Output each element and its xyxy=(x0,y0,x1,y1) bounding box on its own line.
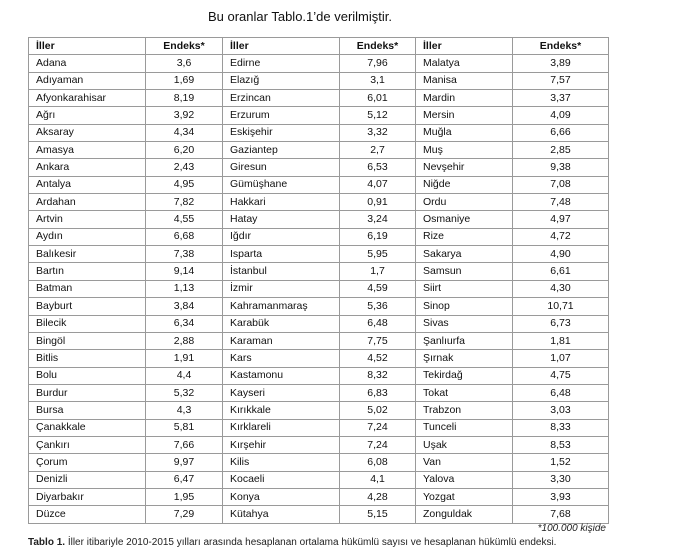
city-cell: Karaman xyxy=(223,332,340,349)
index-cell: 6,48 xyxy=(513,384,609,401)
city-cell: Kahramanmaraş xyxy=(223,298,340,315)
table-row xyxy=(29,402,609,419)
index-cell: 3,30 xyxy=(513,471,609,488)
index-cell: 5,95 xyxy=(340,246,416,263)
index-cell: 7,08 xyxy=(513,176,609,193)
index-cell: 7,48 xyxy=(513,194,609,211)
footnote: *100.000 kişide xyxy=(537,523,606,534)
city-cell: Samsun xyxy=(416,263,513,280)
table-row xyxy=(29,263,609,280)
index-cell: 7,68 xyxy=(513,506,609,523)
city-cell: Mardin xyxy=(416,90,513,107)
table-row xyxy=(29,436,609,453)
index-cell: 1,95 xyxy=(146,488,223,505)
index-cell: 4,75 xyxy=(513,367,609,384)
city-cell: Düzce xyxy=(29,506,146,523)
city-cell: Zonguldak xyxy=(416,506,513,523)
city-cell: Van xyxy=(416,454,513,471)
index-cell: 4,90 xyxy=(513,246,609,263)
city-cell: Uşak xyxy=(416,436,513,453)
city-cell: Nevşehir xyxy=(416,159,513,176)
city-cell: Niğde xyxy=(416,176,513,193)
index-cell: 2,7 xyxy=(340,142,416,159)
table-row xyxy=(29,246,609,263)
city-cell: Isparta xyxy=(223,246,340,263)
index-cell: 5,81 xyxy=(146,419,223,436)
city-cell: Sakarya xyxy=(416,246,513,263)
index-cell: 1,13 xyxy=(146,280,223,297)
index-cell: 4,3 xyxy=(146,402,223,419)
city-cell: Ağrı xyxy=(29,107,146,124)
table-row xyxy=(29,350,609,367)
index-cell: 4,09 xyxy=(513,107,609,124)
index-cell: 4,30 xyxy=(513,280,609,297)
city-cell: Eskişehir xyxy=(223,124,340,141)
table-row xyxy=(29,384,609,401)
header-city-2: İller xyxy=(223,38,340,55)
city-cell: Kütahya xyxy=(223,506,340,523)
city-cell: Hatay xyxy=(223,211,340,228)
index-cell: 1,91 xyxy=(146,350,223,367)
index-cell: 2,43 xyxy=(146,159,223,176)
city-cell: Elazığ xyxy=(223,72,340,89)
index-cell: 6,48 xyxy=(340,315,416,332)
index-cell: 1,81 xyxy=(513,332,609,349)
index-cell: 7,29 xyxy=(146,506,223,523)
city-cell: Amasya xyxy=(29,142,146,159)
city-cell: Afyonkarahisar xyxy=(29,90,146,107)
city-cell: Yozgat xyxy=(416,488,513,505)
table-caption xyxy=(28,537,698,548)
city-cell: Edirne xyxy=(223,55,340,72)
table-row xyxy=(29,55,609,72)
index-cell: 3,6 xyxy=(146,55,223,72)
table-row xyxy=(29,488,609,505)
city-cell: Ankara xyxy=(29,159,146,176)
index-cell: 10,71 xyxy=(513,298,609,315)
city-cell: Bursa xyxy=(29,402,146,419)
city-cell: Gaziantep xyxy=(223,142,340,159)
table-row xyxy=(29,211,609,228)
city-cell: Ardahan xyxy=(29,194,146,211)
table-row xyxy=(29,419,609,436)
index-cell: 5,02 xyxy=(340,402,416,419)
city-cell: Çankırı xyxy=(29,436,146,453)
city-cell: Iğdır xyxy=(223,228,340,245)
city-cell: Aydın xyxy=(29,228,146,245)
table-row xyxy=(29,176,609,193)
table-body xyxy=(29,55,609,523)
index-cell: 4,4 xyxy=(146,367,223,384)
city-cell: Bilecik xyxy=(29,315,146,332)
city-cell: Bolu xyxy=(29,367,146,384)
city-cell: İzmir xyxy=(223,280,340,297)
index-cell: 6,53 xyxy=(340,159,416,176)
header-index-1: Endeks* xyxy=(146,38,223,55)
table-row xyxy=(29,228,609,245)
index-cell: 5,36 xyxy=(340,298,416,315)
header-index-3: Endeks* xyxy=(513,38,609,55)
city-cell: Konya xyxy=(223,488,340,505)
index-cell: 7,66 xyxy=(146,436,223,453)
city-cell: Tokat xyxy=(416,384,513,401)
city-cell: Gümüşhane xyxy=(223,176,340,193)
index-cell: 9,97 xyxy=(146,454,223,471)
index-cell: 4,55 xyxy=(146,211,223,228)
index-cell: 3,84 xyxy=(146,298,223,315)
index-cell: 6,34 xyxy=(146,315,223,332)
index-cell: 4,34 xyxy=(146,124,223,141)
city-cell: Bingöl xyxy=(29,332,146,349)
city-cell: Burdur xyxy=(29,384,146,401)
index-cell: 3,37 xyxy=(513,90,609,107)
index-cell: 5,12 xyxy=(340,107,416,124)
table-row xyxy=(29,280,609,297)
index-cell: 3,92 xyxy=(146,107,223,124)
city-cell: Şırnak xyxy=(416,350,513,367)
index-cell: 3,1 xyxy=(340,72,416,89)
city-cell: Manisa xyxy=(416,72,513,89)
index-cell: 1,52 xyxy=(513,454,609,471)
city-cell: Çorum xyxy=(29,454,146,471)
index-cell: 6,83 xyxy=(340,384,416,401)
index-cell: 6,73 xyxy=(513,315,609,332)
city-cell: Aksaray xyxy=(29,124,146,141)
city-cell: Mersin xyxy=(416,107,513,124)
index-cell: 1,07 xyxy=(513,350,609,367)
index-cell: 4,28 xyxy=(340,488,416,505)
city-cell: Ordu xyxy=(416,194,513,211)
city-cell: Sinop xyxy=(416,298,513,315)
table-row xyxy=(29,506,609,523)
city-cell: Muş xyxy=(416,142,513,159)
city-cell: Balıkesir xyxy=(29,246,146,263)
index-cell: 4,07 xyxy=(340,176,416,193)
city-cell: Batman xyxy=(29,280,146,297)
index-cell: 8,32 xyxy=(340,367,416,384)
index-cell: 2,85 xyxy=(513,142,609,159)
index-cell: 6,01 xyxy=(340,90,416,107)
table-row xyxy=(29,298,609,315)
index-cell: 6,47 xyxy=(146,471,223,488)
index-cell: 1,7 xyxy=(340,263,416,280)
city-cell: Muğla xyxy=(416,124,513,141)
index-cell: 4,72 xyxy=(513,228,609,245)
city-cell: Trabzon xyxy=(416,402,513,419)
index-cell: 6,61 xyxy=(513,263,609,280)
city-cell: Erzincan xyxy=(223,90,340,107)
province-index-table xyxy=(28,37,609,524)
index-cell: 4,97 xyxy=(513,211,609,228)
index-cell: 6,66 xyxy=(513,124,609,141)
index-cell: 6,20 xyxy=(146,142,223,159)
index-cell: 1,69 xyxy=(146,72,223,89)
city-cell: Artvin xyxy=(29,211,146,228)
table-row xyxy=(29,107,609,124)
city-cell: Kırklareli xyxy=(223,419,340,436)
caption-text: İller itibariyle 2010-2015 yılları arasında hesaplanan ortalama hükümlü sayısı ve hesaplanan hükümlü endeksi. xyxy=(65,537,557,548)
index-cell: 8,19 xyxy=(146,90,223,107)
table-row xyxy=(29,332,609,349)
index-cell: 8,33 xyxy=(513,419,609,436)
table-row xyxy=(29,90,609,107)
index-cell: 7,38 xyxy=(146,246,223,263)
city-cell: Rize xyxy=(416,228,513,245)
city-cell: Malatya xyxy=(416,55,513,72)
index-cell: 3,93 xyxy=(513,488,609,505)
city-cell: Sivas xyxy=(416,315,513,332)
table-row xyxy=(29,367,609,384)
index-cell: 6,68 xyxy=(146,228,223,245)
city-cell: Tekirdağ xyxy=(416,367,513,384)
index-cell: 9,14 xyxy=(146,263,223,280)
index-cell: 7,24 xyxy=(340,419,416,436)
index-cell: 3,89 xyxy=(513,55,609,72)
city-cell: Giresun xyxy=(223,159,340,176)
city-cell: Kırşehir xyxy=(223,436,340,453)
index-cell: 6,19 xyxy=(340,228,416,245)
city-cell: Hakkari xyxy=(223,194,340,211)
index-cell: 6,08 xyxy=(340,454,416,471)
header-city-1: İller xyxy=(29,38,146,55)
table-row xyxy=(29,454,609,471)
index-cell: 4,52 xyxy=(340,350,416,367)
city-cell: Kocaeli xyxy=(223,471,340,488)
city-cell: Diyarbakır xyxy=(29,488,146,505)
index-cell: 4,95 xyxy=(146,176,223,193)
city-cell: Çanakkale xyxy=(29,419,146,436)
city-cell: Bayburt xyxy=(29,298,146,315)
table-header-row xyxy=(29,38,609,55)
table-row xyxy=(29,471,609,488)
index-cell: 4,1 xyxy=(340,471,416,488)
city-cell: Şanlıurfa xyxy=(416,332,513,349)
index-cell: 7,96 xyxy=(340,55,416,72)
index-cell: 7,24 xyxy=(340,436,416,453)
caption-label: Tablo 1. xyxy=(28,537,66,548)
city-cell: Antalya xyxy=(29,176,146,193)
table-row xyxy=(29,72,609,89)
city-cell: Kars xyxy=(223,350,340,367)
city-cell: Adana xyxy=(29,55,146,72)
index-cell: 7,75 xyxy=(340,332,416,349)
table-row xyxy=(29,124,609,141)
city-cell: Bitlis xyxy=(29,350,146,367)
city-cell: Siirt xyxy=(416,280,513,297)
city-cell: Kilis xyxy=(223,454,340,471)
city-cell: İstanbul xyxy=(223,263,340,280)
city-cell: Erzurum xyxy=(223,107,340,124)
index-cell: 0,91 xyxy=(340,194,416,211)
header-index-2: Endeks* xyxy=(340,38,416,55)
city-cell: Karabük xyxy=(223,315,340,332)
city-cell: Kırıkkale xyxy=(223,402,340,419)
city-cell: Tunceli xyxy=(416,419,513,436)
city-cell: Kayseri xyxy=(223,384,340,401)
city-cell: Adıyaman xyxy=(29,72,146,89)
table-row xyxy=(29,194,609,211)
header-city-3: İller xyxy=(416,38,513,55)
index-cell: 2,88 xyxy=(146,332,223,349)
city-cell: Denizli xyxy=(29,471,146,488)
index-cell: 3,03 xyxy=(513,402,609,419)
index-cell: 4,59 xyxy=(340,280,416,297)
index-cell: 8,53 xyxy=(513,436,609,453)
city-cell: Yalova xyxy=(416,471,513,488)
table-row xyxy=(29,315,609,332)
index-cell: 3,32 xyxy=(340,124,416,141)
index-cell: 7,57 xyxy=(513,72,609,89)
index-cell: 5,15 xyxy=(340,506,416,523)
table-row xyxy=(29,159,609,176)
intro-text: Bu oranlar Tablo.1’de verilmiştir. xyxy=(207,9,392,24)
index-cell: 9,38 xyxy=(513,159,609,176)
index-cell: 3,24 xyxy=(340,211,416,228)
index-cell: 5,32 xyxy=(146,384,223,401)
city-cell: Kastamonu xyxy=(223,367,340,384)
table-row xyxy=(29,142,609,159)
city-cell: Osmaniye xyxy=(416,211,513,228)
index-cell: 7,82 xyxy=(146,194,223,211)
city-cell: Bartın xyxy=(29,263,146,280)
